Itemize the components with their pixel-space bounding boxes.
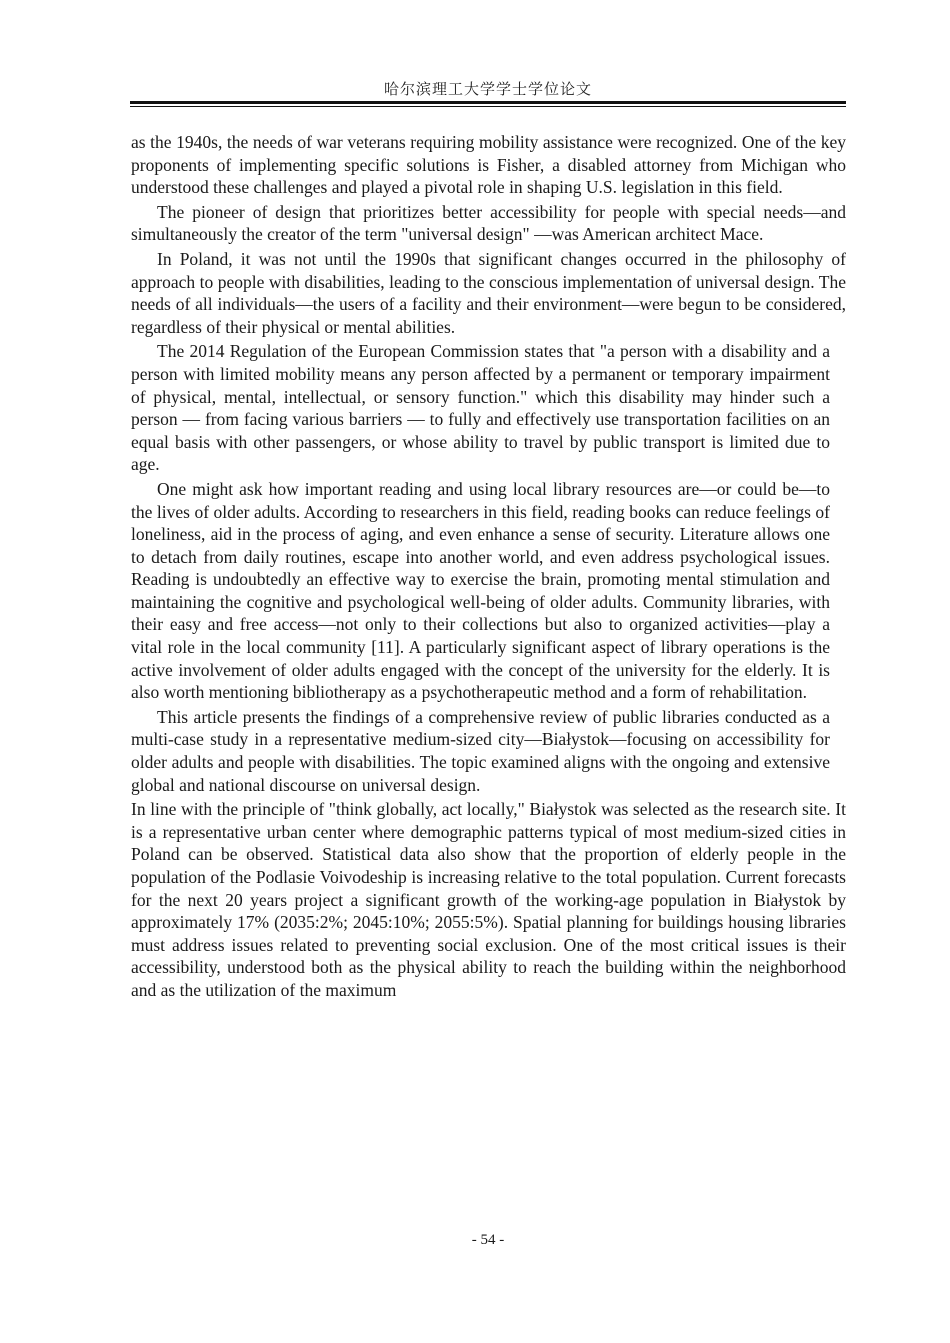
paragraph: In line with the principle of "think globally, act locally," Białystok was selected as the research site. It is a representative urban center where demographic patterns typical of most medium-sized cities in Poland can be observed. Statistical data also show that the proportion of elderly people in the population of the Podlasie Voivodeship is increasing relative to the total population. Current forecasts for the next 20 years project a significant growth of the working-age population in Białystok by approximately 17% (2035:2%; 2045:10%; 2055:5%). Spatial planning for buildings housing libraries must address issues related to preventing social exclusion. One of the most critical issues is their accessibility, understood both as the physical ability to reach the building within the neighborhood and as the utilization of the maximum bbox=[131, 799, 846, 1000]
body-text bbox=[131, 131, 846, 1002]
paragraph: The 2014 Regulation of the European Commission states that "a person with a disability and a person with limited mobility means any person affected by a permanent or temporary impairment of physical, mental, intellectual, or sensory function." which this disability may hinder such a person — from facing various barriers — to fully and effectively use transportation facilities on an equal basis with other passengers, or whose ability to travel by public transport is limited due to age. bbox=[131, 341, 830, 475]
paragraph: One might ask how important reading and using local library resources are—or could be—to the lives of older adults. According to researchers in this field, reading books can reduce feelings of loneliness, aid in the process of aging, and even enhance a sense of security. Literature allows one to detach from daily routines, escape into another world, and even address psychological issues. Reading is undoubtedly an effective way to exercise the brain, promoting mental stimulation and maintaining the cognitive and psychological well-being of older adults. Community libraries, with their easy and free access—not only to their collections but also to organized activities—play a vital role in the local community [11]. A particularly significant aspect of library operations is the active involvement of older adults engaged with the concept of the university for the elderly. It is also worth mentioning bibliotherapy as a psychotherapeutic method and a form of rehabilitation. bbox=[131, 478, 830, 703]
running-header-title: 哈尔滨理工大学学士学位论文 bbox=[383, 80, 592, 98]
header-rule-thin bbox=[130, 106, 846, 107]
page-number: - 54 - bbox=[471, 1232, 505, 1248]
paragraph: The pioneer of design that prioritizes better accessibility for people with special needs—and simultaneously the creator of the term "universal design" —was American architect Mace. bbox=[131, 201, 846, 245]
paragraph: In Poland, it was not until the 1990s that significant changes occurred in the philosophy of approach to people with disabilities, leading to the conscious implementation of universal design. The needs of all individuals—the users of a facility and their environment—were begun to be considered, regardless of their physical or mental abilities. bbox=[131, 248, 846, 337]
header-rule-thick bbox=[130, 101, 846, 104]
paragraph: This article presents the findings of a comprehensive review of public libraries conducted as a multi-case study in a representative medium-sized city—Białystok—focusing on accessibility for older adults and people with disabilities. The topic examined aligns with the ongoing and extensive global and national discourse on universal design. bbox=[131, 706, 830, 795]
paragraph: as the 1940s, the needs of war veterans requiring mobility assistance were recognized. One of the key proponents of implementing specific solutions is Fisher, a disabled attorney from Michigan who understood these challenges and played a pivotal role in shaping U.S. legislation in this field. bbox=[131, 132, 846, 198]
